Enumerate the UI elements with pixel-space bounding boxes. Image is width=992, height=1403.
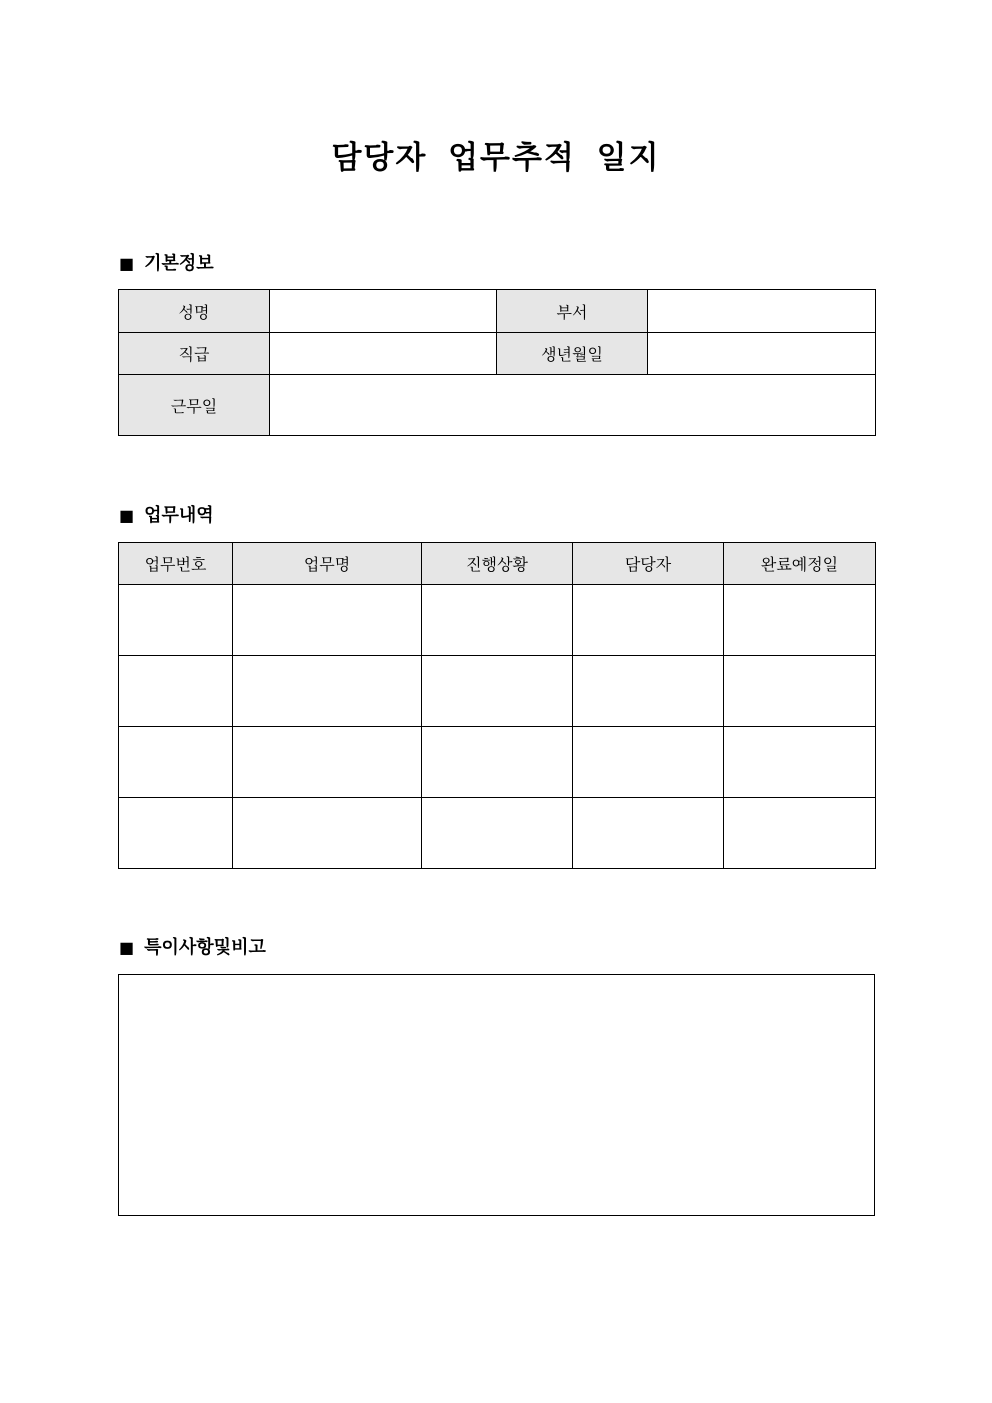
section-heading-label: 업무내역 (144, 505, 214, 526)
table-row (119, 656, 876, 727)
section-heading-tasks (119, 504, 214, 528)
birthdate-field[interactable] (648, 333, 876, 375)
task-name-cell[interactable] (233, 798, 422, 869)
task-name-cell[interactable] (233, 585, 422, 656)
due-date-cell[interactable] (724, 585, 876, 656)
task-table-header (119, 543, 876, 585)
section-heading-notes (119, 936, 266, 960)
basic-info-table (118, 289, 876, 436)
assignee-cell[interactable] (573, 585, 724, 656)
notes-field[interactable] (118, 974, 875, 1216)
square-bullet-icon: ■ (119, 254, 135, 273)
progress-cell[interactable] (422, 585, 573, 656)
task-number-cell[interactable] (119, 798, 233, 869)
workday-label: 근무일 (119, 375, 270, 436)
task-name-cell[interactable] (233, 727, 422, 798)
assignee-cell[interactable] (573, 727, 724, 798)
column-header-due-date: 완료예정일 (724, 543, 876, 585)
name-label: 성명 (119, 290, 270, 333)
birthdate-label: 생년월일 (497, 333, 648, 375)
department-field[interactable] (648, 290, 876, 333)
due-date-cell[interactable] (724, 656, 876, 727)
column-header-progress: 진행상황 (422, 543, 573, 585)
square-bullet-icon: ■ (119, 938, 135, 957)
assignee-cell[interactable] (573, 656, 724, 727)
task-number-cell[interactable] (119, 585, 233, 656)
section-heading-label: 기본정보 (144, 253, 214, 274)
name-field[interactable] (270, 290, 497, 333)
due-date-cell[interactable] (724, 727, 876, 798)
rank-field[interactable] (270, 333, 497, 375)
table-row (119, 585, 876, 656)
square-bullet-icon: ■ (119, 506, 135, 525)
column-header-task-number: 업무번호 (119, 543, 233, 585)
rank-label: 직급 (119, 333, 270, 375)
department-label: 부서 (497, 290, 648, 333)
table-row (119, 798, 876, 869)
section-heading-basic-info (119, 252, 214, 276)
section-heading-label: 특이사항및비고 (144, 937, 266, 958)
column-header-assignee: 담당자 (573, 543, 724, 585)
task-number-cell[interactable] (119, 727, 233, 798)
task-table (118, 542, 876, 869)
task-number-cell[interactable] (119, 656, 233, 727)
progress-cell[interactable] (422, 727, 573, 798)
workday-field[interactable] (270, 375, 876, 436)
progress-cell[interactable] (422, 798, 573, 869)
progress-cell[interactable] (422, 656, 573, 727)
assignee-cell[interactable] (573, 798, 724, 869)
document-title: 담당자 업무추적 일지 (331, 140, 661, 176)
table-row (119, 727, 876, 798)
due-date-cell[interactable] (724, 798, 876, 869)
task-name-cell[interactable] (233, 656, 422, 727)
column-header-task-name: 업무명 (233, 543, 422, 585)
